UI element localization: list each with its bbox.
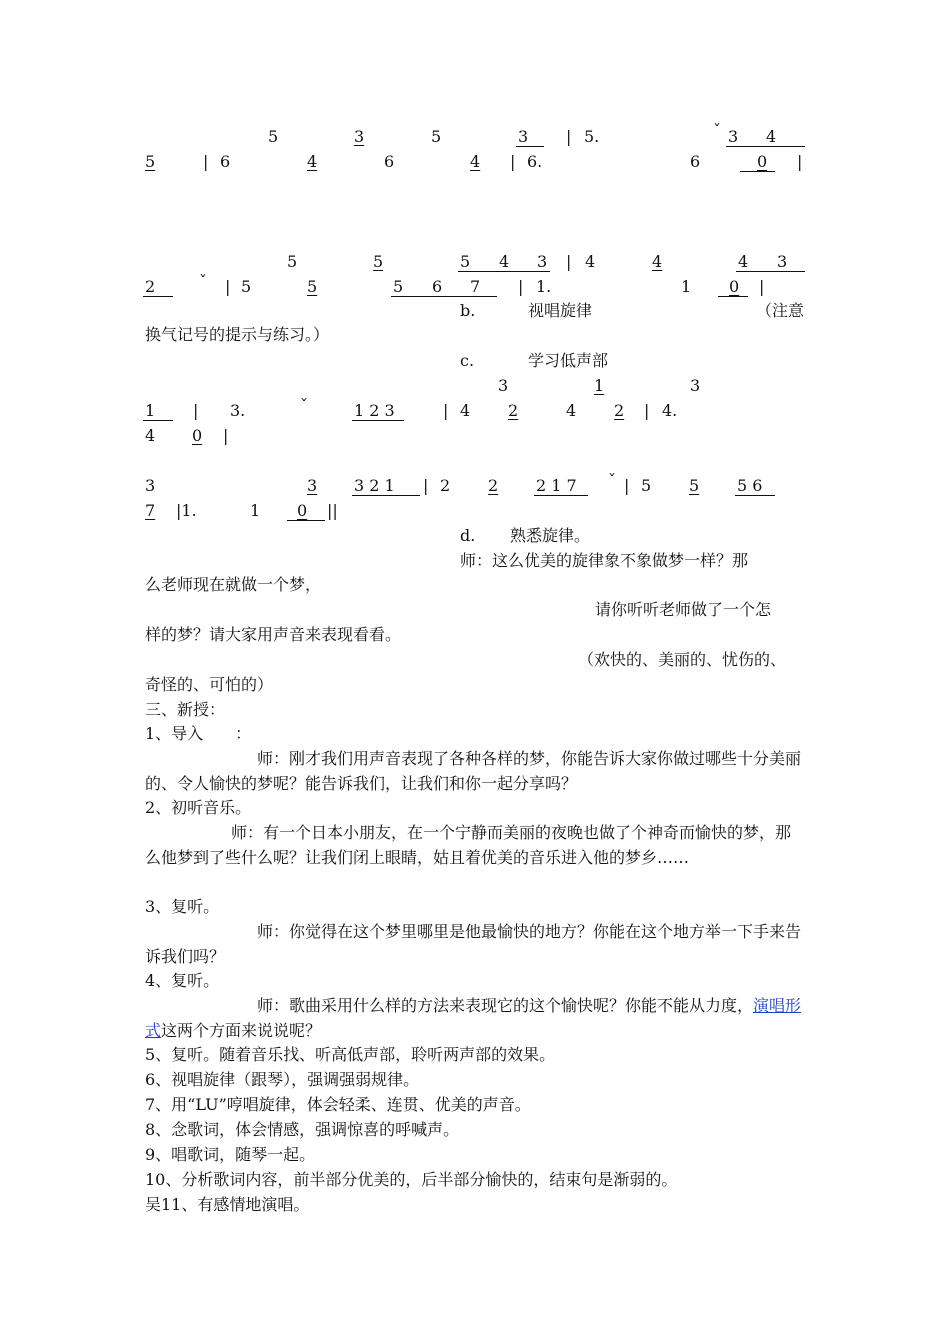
note: 4 [738,252,749,271]
step-body: 师：刚才我们用声音表现了各种各样的梦，你能告诉大家你做过哪些十分美丽的、令人愉快的梦呢？能告诉我们，让我们和你一起分享吗？ [145,749,802,793]
note: 5 [393,277,404,296]
note: 5 [689,476,700,495]
note: 4 [585,252,596,271]
breath-mark: ˇ [199,272,207,291]
barline: | [225,277,231,296]
step-line: 吴11、有感情地演唱。 [145,1195,310,1214]
item-c-label: c. [460,351,475,370]
step-body: 师：有一个日本小朋友，在一个宁静而美丽的夜晚也做了个神奇而愉快的梦，那么他梦到了些什么呢？让我们闭上眼睛，姑且着优美的音乐进入他的梦乡…… [145,823,792,867]
note: 3 [537,252,548,271]
note: 4 [499,252,510,271]
underline-beam [287,520,325,521]
barline: | [759,277,765,296]
step-line: 10、分析歌词内容，前半部分优美的，后半部分愉快的，结束句是渐弱的。 [145,1170,678,1189]
note: 5 [373,252,384,271]
note: 3 [354,127,365,146]
step-heading: 1、导入 ： [145,724,252,743]
note: 1 [681,277,692,296]
note: 1 [250,501,261,520]
underline-beam [740,171,775,172]
step-body-text: 这两个方面来说说呢？ [161,1020,322,1040]
section-heading: 三、新授： [145,700,226,719]
note: 7 [145,501,156,520]
note-text-start: （注意 [756,301,805,320]
step-heading: 4、复听。 [145,971,220,990]
note: 4 [652,252,663,271]
note: 4 [460,401,471,420]
barline: || [327,501,338,520]
note: 2 [508,401,519,420]
note: 5 [268,127,279,146]
note: 4 [470,152,481,171]
note-text-end: 换气记号的提示与练习。） [145,325,330,344]
barline: | [566,252,572,271]
note: 0 [729,277,740,296]
underline-beam [534,495,588,496]
note: 0 [297,501,308,520]
note: 1 2 3 [354,401,395,420]
barline: | [644,401,650,420]
underline-beam [458,271,550,272]
item-b-label: b. [460,301,476,320]
teacher-line: 么老师现在就做一个梦， [145,575,322,594]
breath-mark: ˇ [713,121,721,140]
item-b-title: 视唱旋律 [528,301,593,320]
note: 6. [527,152,543,171]
step-heading: 2、初听音乐。 [145,798,252,817]
underline-beam [143,420,173,421]
note: 5 [307,277,318,296]
note: 3 [690,376,701,395]
note: 6 [220,152,231,171]
note: 5 [460,252,471,271]
item-d-label: d. [460,526,476,545]
note: 2 [488,476,499,495]
note: 2 [614,401,625,420]
note: 5. [584,127,600,146]
note: 1. [536,277,552,296]
note: 3 [777,252,788,271]
underline-beam [352,420,404,421]
note: 4. [662,401,678,420]
note: 7 [470,277,481,296]
underline-beam [726,146,805,147]
note: 3 2 1 [354,476,395,495]
note: |1. [176,501,197,520]
item-d-title: 熟悉旋律。 [510,526,591,545]
note: 3 [518,127,529,146]
singing-form-link[interactable]: 演唱形式 [145,996,802,1040]
note: 5 [241,277,252,296]
note: 2 [145,277,156,296]
underline-beam [736,271,805,272]
step-heading: 3、复听。 [145,897,220,916]
note: 2 1 7 [536,476,577,495]
note: 3 [145,476,156,495]
underline-beam [391,296,497,297]
step-line: 9、唱歌词，随琴一起。 [145,1145,316,1164]
teacher-line: 奇怪的、可怕的） [145,675,274,694]
note: 0 [192,426,203,445]
teacher-line: 样的梦？请大家用声音来表现看看。 [145,625,402,644]
barline: | [566,127,572,146]
step-body [145,994,805,1043]
step-line: 8、念歌词，体会情感，强调惊喜的呼喊声。 [145,1120,460,1139]
step-line: 7、用“LU”哼唱旋律，体会轻柔、连贯、优美的声音。 [145,1095,531,1114]
note: 6 [384,152,395,171]
note: 5 [145,152,156,171]
note: 2 [440,476,451,495]
underline-beam [735,495,775,496]
note: 4 [145,426,156,445]
barline: | [518,277,524,296]
note: 6 [432,277,443,296]
note: 3 [728,127,739,146]
barline: | [423,476,429,495]
breath-mark: ˇ [608,471,616,490]
note: 6 [690,152,701,171]
step-body-text: 师：歌曲采用什么样的方法来表现它的这个愉快呢？你能不能从力度， [257,996,754,1015]
note: 5 [641,476,652,495]
underline-beam [352,495,420,496]
teacher-line: （欢快的、美丽的、忧伤的、 [578,650,787,669]
barline: | [443,401,449,420]
teacher-line: 师：这么优美的旋律象不象做梦一样？那 [460,551,749,570]
note: 4 [566,401,577,420]
note: 3. [230,401,246,420]
teacher-line: 请你听听老师做了一个怎 [595,600,772,619]
note: 5 [431,127,442,146]
barline: | [223,426,229,445]
item-c-title: 学习低声部 [528,351,609,370]
note: 0 [757,152,768,171]
barline: | [624,476,630,495]
note: 4 [307,152,318,171]
note: 4 [766,127,777,146]
note: 1 [145,401,156,420]
barline: | [797,152,803,171]
note: 3 [498,376,509,395]
note: 1 [594,376,605,395]
barline: | [193,401,199,420]
step-body: 师：你觉得在这个梦里哪里是他最愉快的地方？你能在这个地方举一下手来告诉我们吗？ [145,922,802,966]
step-line: 6、视唱旋律（跟琴），强调强弱规律。 [145,1070,420,1089]
note: 5 [287,252,298,271]
barline: | [203,152,209,171]
breath-mark: ˇ [300,396,308,415]
underline-beam [718,296,748,297]
step-line: 5、复听。随着音乐找、听高低声部，聆听两声部的效果。 [145,1045,556,1064]
underline-beam [143,296,173,297]
underline-beam [516,146,544,147]
barline: | [510,152,516,171]
note: 5 6 [737,476,763,495]
note: 3 [307,476,318,495]
